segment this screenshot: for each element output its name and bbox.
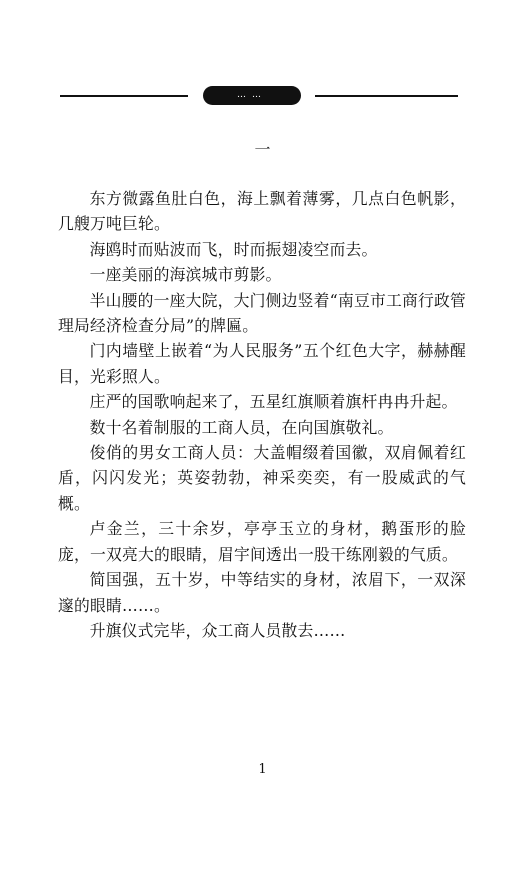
paragraph: 卢金兰，三十余岁，亭亭玉立的身材，鹅蛋形的脸庞，一双亮大的眼睛，眉宇间透出一股干练刚毅的气质。 xyxy=(58,519,466,564)
paragraph: 一座美丽的海滨城市剪影。 xyxy=(89,265,282,285)
header-left-rule xyxy=(60,95,188,97)
chapter-number: 一 xyxy=(254,140,271,159)
paragraph: 俊俏的男女工商人员：大盖帽缀着国徽，双肩佩着红盾，闪闪发光；英姿勃勃，神采奕奕，有一股威武的气概。 xyxy=(58,443,466,513)
paragraph: 海鸥时而贴波而飞，时而振翅凌空而去。 xyxy=(89,239,378,259)
paragraph: 升旗仪式完毕，众工商人员散去…… xyxy=(89,620,346,640)
paragraph: 数十名着制服的工商人员，在向国旗敬礼。 xyxy=(89,417,394,437)
paragraph: 简国强，五十岁，中等结实的身材，浓眉下，一双深邃的眼睛……。 xyxy=(58,570,466,615)
header-badge: …… xyxy=(203,86,301,105)
paragraph: 门内墙壁上嵌着“为人民服务”五个红色大字，赫赫醒目，光彩照人。 xyxy=(58,341,466,386)
page-number: 1 xyxy=(258,762,267,777)
paragraph: 庄严的国歌响起来了，五星红旗顺着旗杆冉冉升起。 xyxy=(89,392,458,412)
header-right-rule xyxy=(315,95,458,97)
body-text xyxy=(58,186,466,643)
running-header xyxy=(0,84,525,108)
paragraph: 半山腰的一座大院，大门侧边竖着“南豆市工商行政管理局经济检查分局”的牌匾。 xyxy=(58,290,466,336)
paragraph: 东方微露鱼肚白色，海上飘着薄雾，几点白色帆影，几艘万吨巨轮。 xyxy=(58,189,466,234)
